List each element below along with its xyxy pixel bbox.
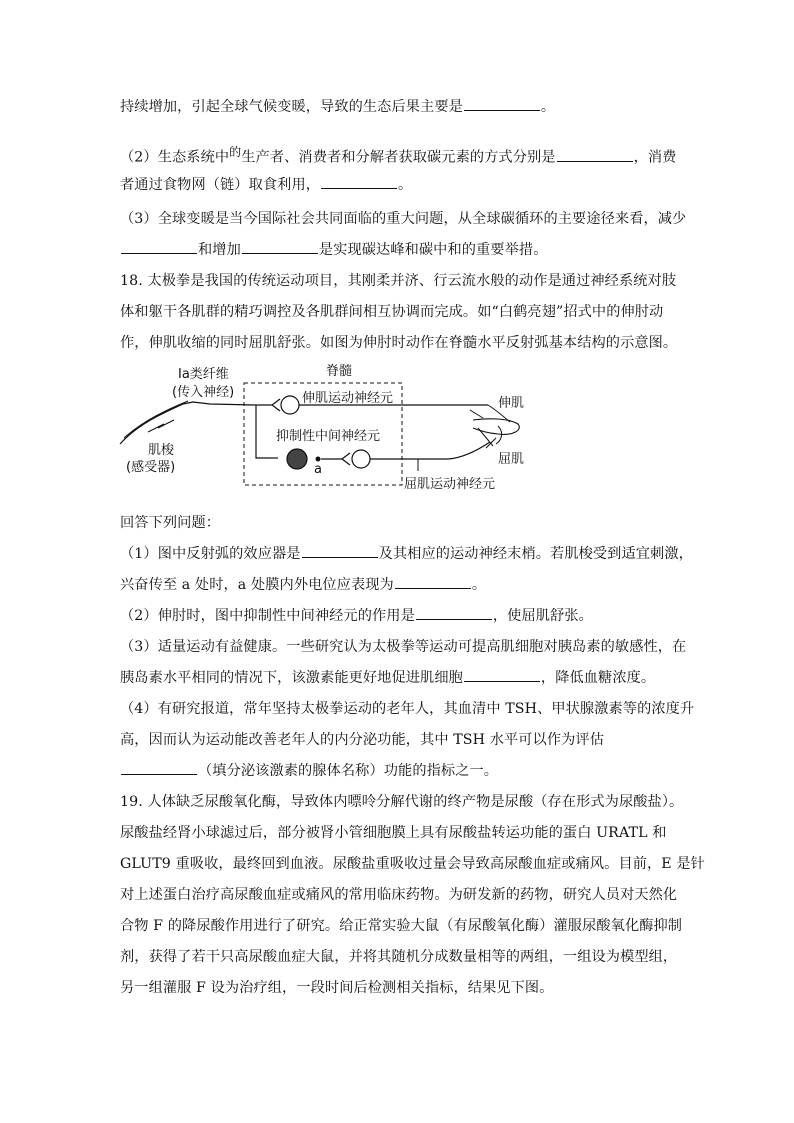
answer-blank[interactable] — [321, 187, 397, 189]
answer-blank[interactable] — [121, 773, 197, 775]
text: 持续增加，引起全球气候变暖，导致的生态后果主要是 — [120, 99, 463, 115]
extensor-muscle — [473, 419, 519, 435]
afferent-branch — [256, 405, 270, 458]
text: （2）伸肘时，图中抑制性中间神经元的作用是 — [120, 608, 415, 624]
text: 者通过食物网（链）取食利用， — [120, 177, 321, 193]
text: （1）图中反射弧的效应器是 — [120, 546, 301, 562]
text-line-1 — [120, 96, 555, 116]
text: ，降低血糖浓度。 — [540, 670, 656, 686]
text: 生产者、消费者和分解者获取碳元素的方式分别是 — [241, 149, 556, 166]
question-18-3-line-2 — [120, 667, 655, 687]
text: 的 — [229, 145, 242, 159]
answer-prompt: 回答下列问题： — [120, 515, 221, 531]
question-18-2 — [120, 605, 593, 625]
reflex-arc-diagram — [118, 358, 538, 498]
extensor-label: 伸肌 — [498, 396, 525, 411]
flexor-label: 屈肌 — [498, 452, 525, 467]
text: 及其相应的运动神经末梢。若肌梭受到适宜刺激， — [378, 546, 693, 562]
text: 。 — [540, 99, 556, 115]
answer-blank[interactable] — [395, 587, 471, 589]
text-line-2 — [120, 143, 676, 167]
flexor-axon — [370, 442, 490, 459]
question-19-line-1: 19. 人体缺乏尿酸氧化酶，导致体内嘌呤分解代谢的终产物是尿酸（存在形式为尿酸盐）。 — [120, 794, 684, 810]
answer-blank[interactable] — [464, 680, 540, 682]
text: 和增加 — [198, 242, 241, 258]
afferent-fiber — [120, 402, 256, 444]
afferent-label: (传入神经) — [172, 385, 235, 400]
fiber-label: Ⅰa类纤维 — [178, 367, 229, 382]
answer-blank[interactable] — [121, 252, 197, 254]
question-19-line-3: GLUT9 重吸收，最终回到血液。尿酸盐重吸收过量会导致高尿酸血症或痛风。目前，E 是针 — [120, 856, 705, 872]
answer-blank[interactable] — [416, 618, 492, 620]
question-18-3-line-1: （3）适量运动有益健康。一些研究认为太极拳等运动可提高肌细胞对胰岛素的敏感性，在 — [120, 639, 687, 655]
text: （2）生态系统中 — [120, 149, 230, 166]
text-line-3 — [120, 174, 412, 194]
question-18-4-line-1: （4）有研究报道，常年坚持太极拳运动的老年人，其血清中 TSH、甲状腺激素等的浓度升 — [120, 701, 695, 717]
answer-blank[interactable] — [464, 109, 540, 111]
flexor-neuron-label: 屈肌运动神经元 — [404, 477, 496, 492]
question-19-line-2: 尿酸盐经肾小球滤过后，部分被肾小管细胞膜上具有尿酸盐转运功能的蛋白 URATL 和 — [120, 825, 667, 841]
question-18-1-line-1 — [120, 543, 693, 563]
receptor-label: (感受器) — [126, 460, 176, 475]
answer-blank[interactable] — [242, 252, 318, 254]
text: ，消费 — [633, 149, 677, 166]
answer-blank[interactable] — [557, 160, 633, 162]
question-19-line-7: 另一组灌服 F 设为治疗组，一段时间后检测相关指标，结果见下图。 — [120, 980, 554, 996]
synapse-flex — [321, 453, 350, 465]
question-19-line-4: 对上述蛋白治疗高尿酸血症或痛风的常用临床药物。为研发新的药物，研究人员对天然化 — [120, 887, 678, 903]
question-18-line-1: 18. 太极拳是我国的传统运动项目，其刚柔并济、行云流水般的动作是通过神经系统对肢 — [120, 273, 677, 289]
question-18-4-line-3 — [120, 760, 498, 780]
muscle-lines — [470, 410, 496, 448]
text: 兴奋传至 a 处时，a 处膜内外电位应表现为 — [120, 577, 394, 593]
synapse-ext — [256, 399, 280, 411]
inhibitory-label: 抑制性中间神经元 — [276, 429, 381, 444]
extensor-neuron-label: 伸肌运动神经元 — [302, 391, 394, 406]
question-19-line-6: 剂，获得了若干只高尿酸血症大鼠，并将其随机分成数量相等的两组，一组设为模型组， — [120, 949, 678, 965]
question-19-line-5: 合物 F 的降尿酸作用进行了研究。给正常实验大鼠（有尿酸氧化酶）灌服尿酸氧化酶抑制 — [120, 918, 683, 934]
inhibitory-neuron-body — [287, 449, 307, 469]
point-a-label: a — [314, 462, 322, 477]
spinal-label: 脊髓 — [326, 364, 353, 379]
question-18-4-line-2: 高，因而认为运动能改善老年人的内分泌功能，其中 TSH 水平可以作为评估 — [120, 732, 604, 748]
question-18-1-line-2 — [120, 574, 486, 594]
extensor-neuron-body — [281, 396, 299, 414]
question-18-line-2: 体和躯干各肌群的精巧调控及各肌群间相互协调而完成。如“白鹤亮翅”招式中的伸肘动 — [120, 304, 664, 320]
text: ，使屈肌舒张。 — [492, 608, 593, 624]
text: 。 — [398, 177, 413, 193]
point-a — [316, 457, 321, 462]
text: （填分泌该激素的腺体名称）功能的指标之一。 — [198, 763, 499, 779]
answer-blank[interactable] — [302, 556, 378, 558]
flexor-neuron-body — [352, 450, 370, 468]
text-line-5 — [120, 239, 547, 259]
question-18-line-3: 作，伸肌收缩的同时屈肌舒张。如图为伸肘时动作在脊髓水平反射弧基本结构的示意图。 — [120, 335, 678, 351]
text: 是实现碳达峰和碳中和的重要举措。 — [318, 242, 548, 258]
text-line-4: （3）全球变暖是当今国际社会共同面临的重大问题，从全球碳循环的主要途径来看，减少 — [120, 211, 687, 227]
text: 。 — [471, 577, 487, 593]
spindle-label: 肌梭 — [148, 443, 175, 458]
text: 胰岛素水平相同的情况下，该激素能更好地促进肌细胞 — [120, 670, 463, 686]
